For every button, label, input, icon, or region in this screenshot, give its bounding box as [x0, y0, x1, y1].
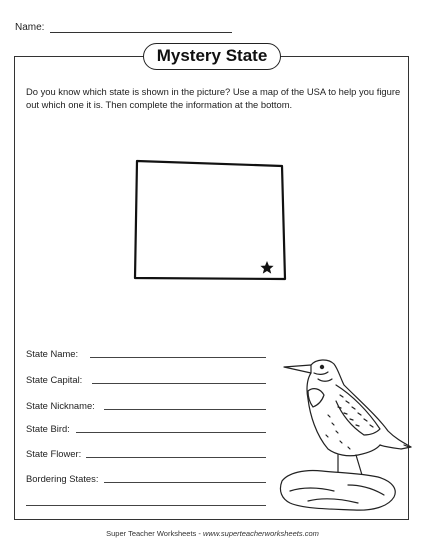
- footer-url-link[interactable]: www.superteacherworksheets.com: [202, 529, 319, 538]
- bordering-states-line-2[interactable]: [26, 505, 266, 506]
- state-outline: [132, 158, 292, 286]
- instructions-text: Do you know which state is shown in the picture? Use a map of the USA to help you figure out which one it is. Then complete the information at the bottom.: [26, 86, 401, 110]
- field-label-bordering-states: Bordering States:: [26, 473, 99, 484]
- name-label: Name:: [15, 22, 45, 33]
- star-icon: [260, 261, 273, 274]
- page-title: Mystery State: [143, 43, 281, 70]
- state-bird-line[interactable]: [76, 432, 266, 433]
- state-name-line[interactable]: [90, 357, 266, 358]
- field-label-state-flower: State Flower:: [26, 448, 82, 459]
- state-flower-line[interactable]: [86, 457, 266, 458]
- state-nickname-line[interactable]: [104, 409, 266, 410]
- field-label-state-nickname: State Nickname:: [26, 400, 95, 411]
- field-label-state-capital: State Capital:: [26, 374, 83, 385]
- bordering-states-line[interactable]: [104, 482, 266, 483]
- meadowlark-bird-icon: [278, 355, 413, 515]
- footer: [0, 529, 425, 538]
- footer-prefix: Super Teacher Worksheets -: [106, 529, 203, 538]
- field-label-state-name: State Name:: [26, 348, 79, 359]
- name-line[interactable]: [50, 32, 232, 33]
- field-label-state-bird: State Bird:: [26, 423, 70, 434]
- state-capital-line[interactable]: [92, 383, 266, 384]
